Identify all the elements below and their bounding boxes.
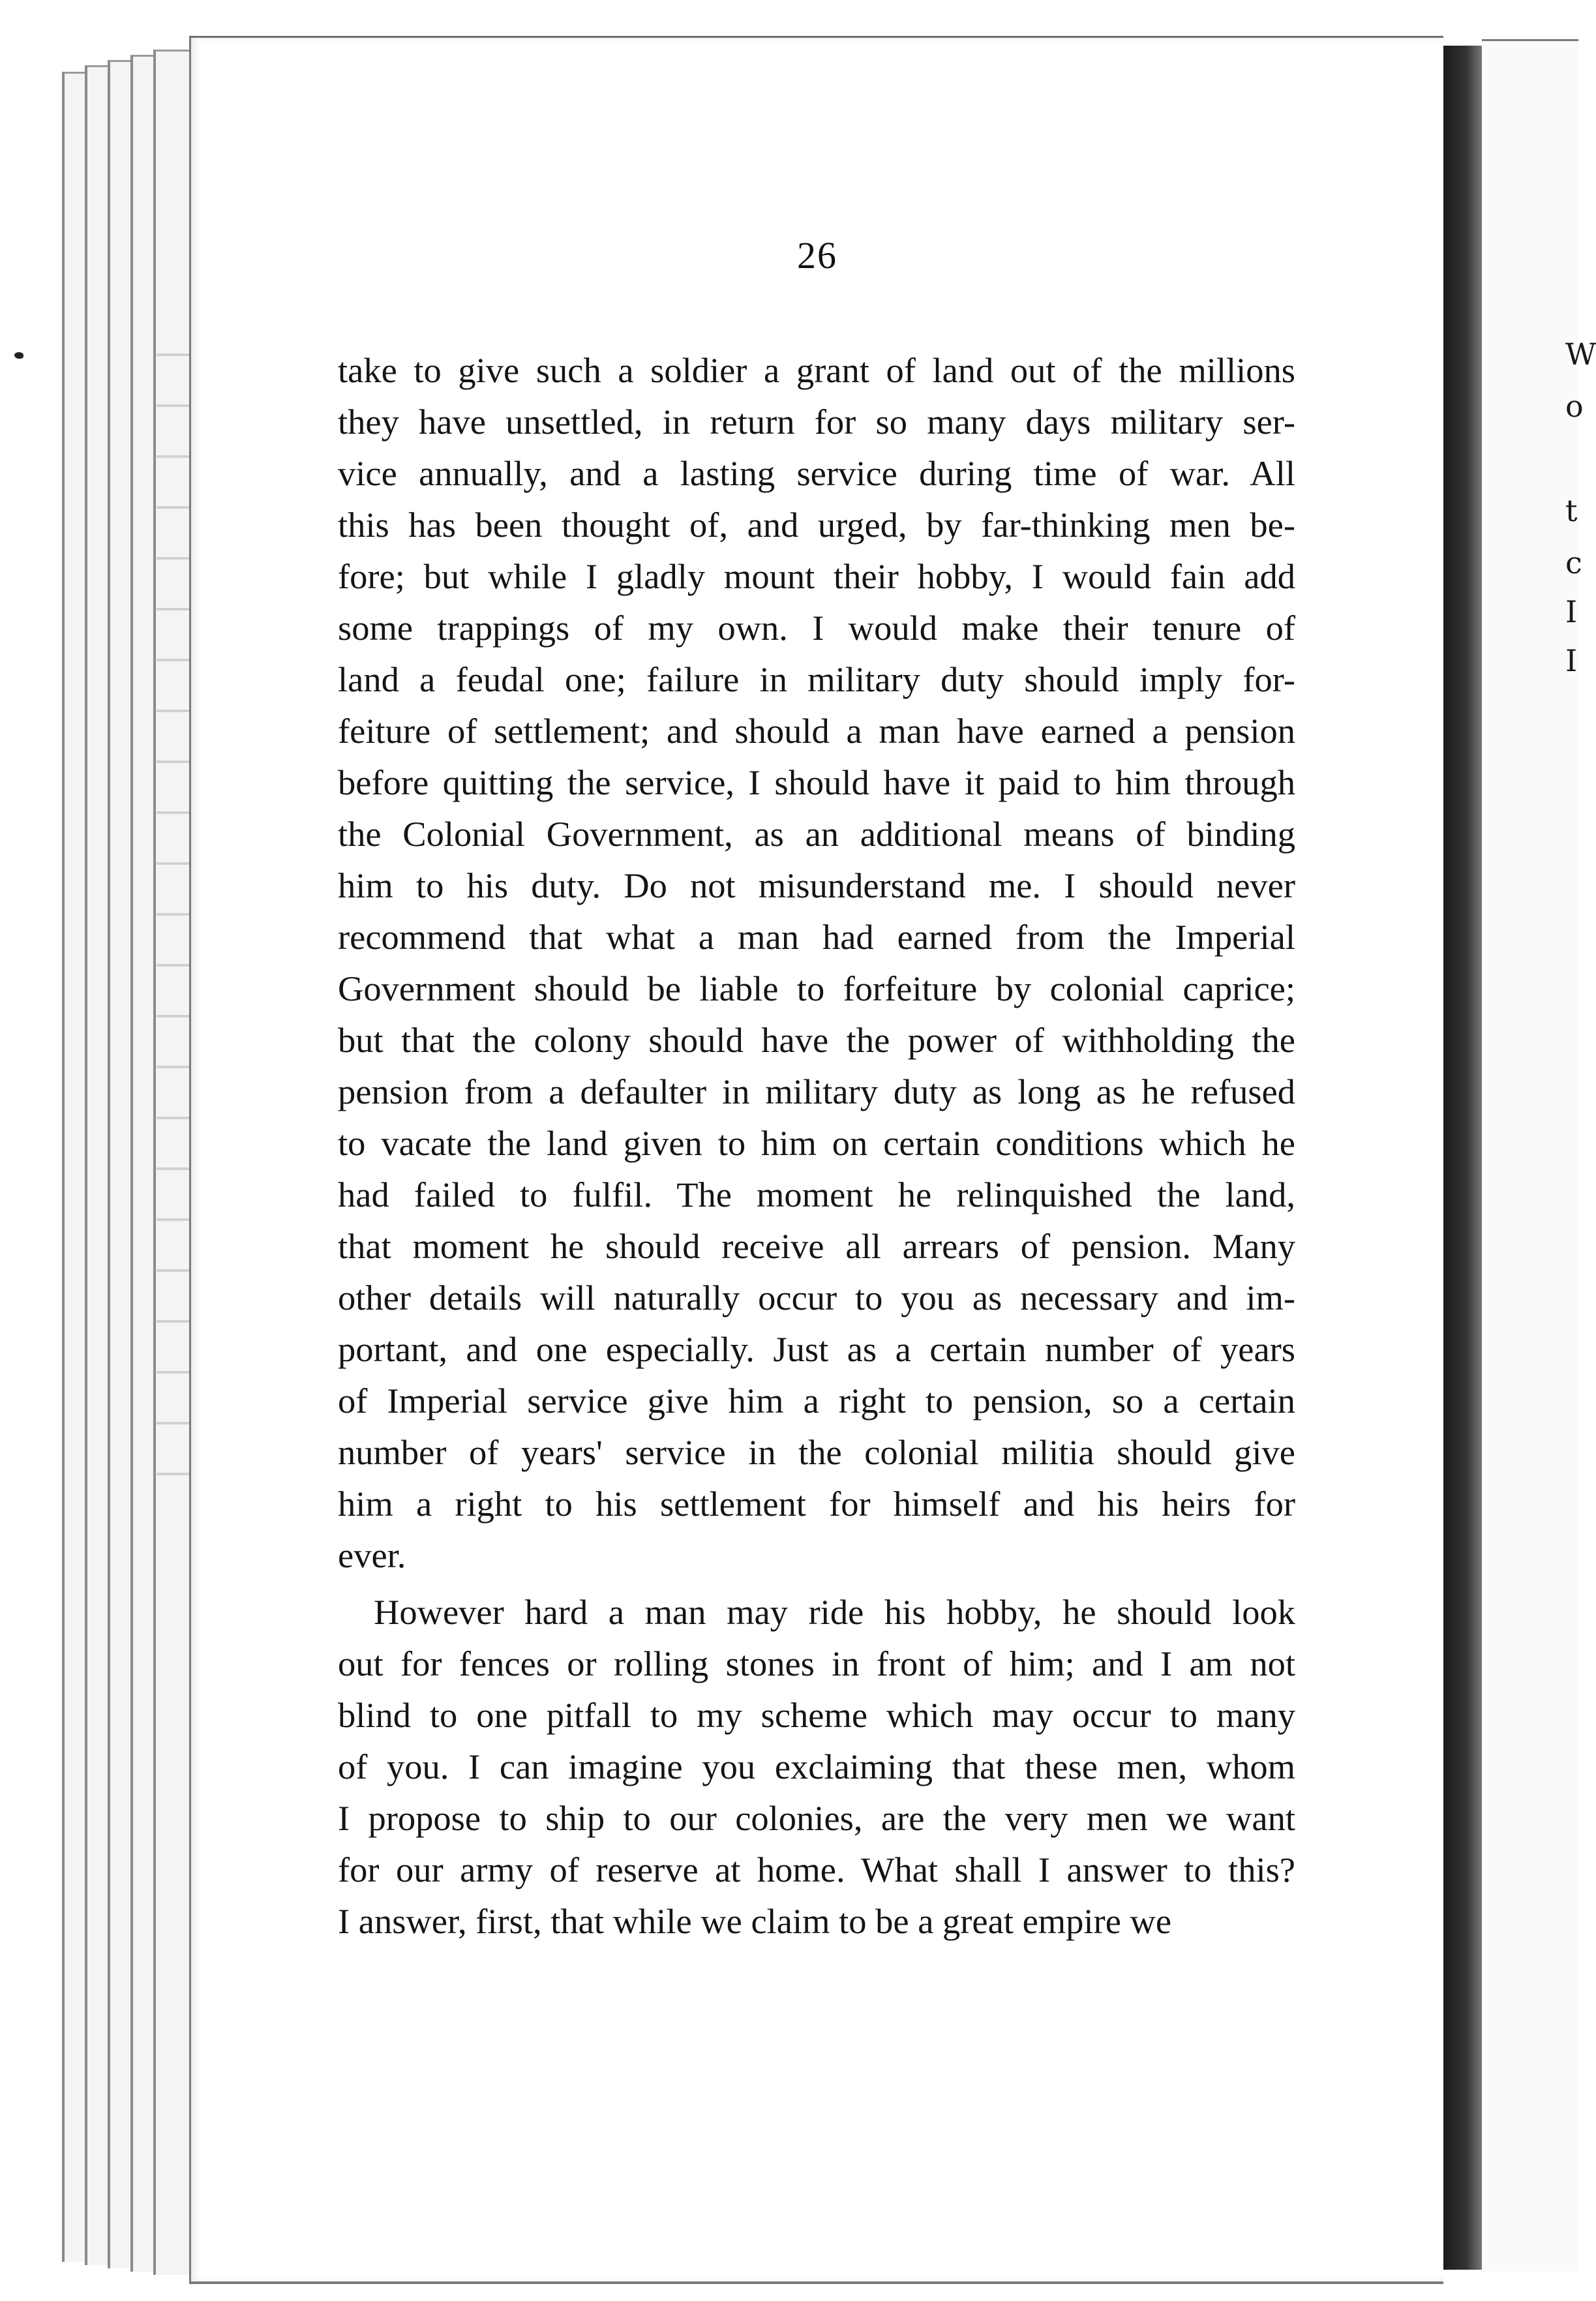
text-line: Government should be liable to forfeiture by colonial caprice; <box>338 969 1295 1008</box>
facing-page-fragment: t <box>1565 493 1578 528</box>
text-line: I propose to ship to our colonies, are the very men we want <box>338 1798 1295 1838</box>
text-line: vice annually, and a lasting service during time of war. All <box>338 453 1295 493</box>
scan-speck <box>14 352 23 359</box>
text-line: recommend that what a man had earned from the Imperial <box>338 917 1295 957</box>
text-line: of you. I can imagine you exclaiming that these men, whom <box>338 1747 1295 1786</box>
text-line: but that the colony should have the power of withholding the <box>338 1020 1295 1060</box>
binding-gutter <box>1443 46 1482 2270</box>
text-line: had failed to fulfil. The moment he relinquished the land, <box>338 1175 1295 1214</box>
text-line: feiture of settlement; and should a man have earned a pension <box>338 711 1295 751</box>
facing-page-fragment: c <box>1565 545 1582 580</box>
text-line: they have unsettled, in return for so many days military ser- <box>338 402 1295 442</box>
facing-page-fragment: W <box>1565 337 1596 372</box>
text-line: for our army of reserve at home. What shall I answer to this? <box>338 1850 1295 1889</box>
text-line: fore; but while I gladly mount their hobby, I would fain add <box>338 556 1295 596</box>
text-line: him a right to his settlement for himself and his heirs for <box>338 1484 1295 1524</box>
text-line: some trappings of my own. I would make their tenure of <box>338 608 1295 648</box>
paragraph <box>338 1586 1295 1947</box>
text-line: pension from a defaulter in military duty as long as he refused <box>338 1072 1295 1111</box>
text-line: that moment he should receive all arrears of pension. Many <box>338 1226 1295 1266</box>
text-line: out for fences or rolling stones in front of him; and I am not <box>338 1644 1295 1683</box>
facing-page-fragment: o <box>1565 389 1584 424</box>
text-line: before quitting the service, I should have it paid to him through <box>338 762 1295 802</box>
text-line: I answer, first, that while we claim to be a great empire we <box>338 1901 1172 1941</box>
text-line: ever. <box>338 1535 406 1575</box>
paragraph <box>338 344 1295 1581</box>
facing-page-fragment: I <box>1565 643 1578 678</box>
text-line: portant, and one especially. Just as a certain number of years <box>338 1329 1295 1369</box>
facing-page-fragment: I <box>1565 594 1578 629</box>
text-line: number of years' service in the colonial militia should give <box>338 1432 1295 1472</box>
text-line: blind to one pitfall to my scheme which may occur to many <box>338 1695 1295 1735</box>
book-page <box>189 36 1443 2284</box>
text-line: take to give such a soldier a grant of land out of the millions <box>338 350 1295 390</box>
text-line: However hard a man may ride his hobby, he should look <box>374 1592 1295 1632</box>
text-line: the Colonial Government, as an additional means of binding <box>338 814 1295 854</box>
text-line: to vacate the land given to him on certain conditions which he <box>338 1123 1295 1163</box>
text-line: this has been thought of, and urged, by far-thinking men be- <box>338 505 1295 545</box>
text-line: land a feudal one; failure in military duty should imply for- <box>338 659 1295 699</box>
page-number: 26 <box>797 234 837 277</box>
text-line: him to his duty. Do not misunderstand me. I should never <box>338 865 1295 905</box>
paragraph-gap <box>338 1581 1295 1586</box>
text-line: of Imperial service give him a right to pension, so a certain <box>338 1381 1295 1421</box>
facing-page <box>1482 39 1578 2272</box>
body-text <box>338 344 1295 1947</box>
text-line: other details will naturally occur to you as necessary and im- <box>338 1278 1295 1317</box>
